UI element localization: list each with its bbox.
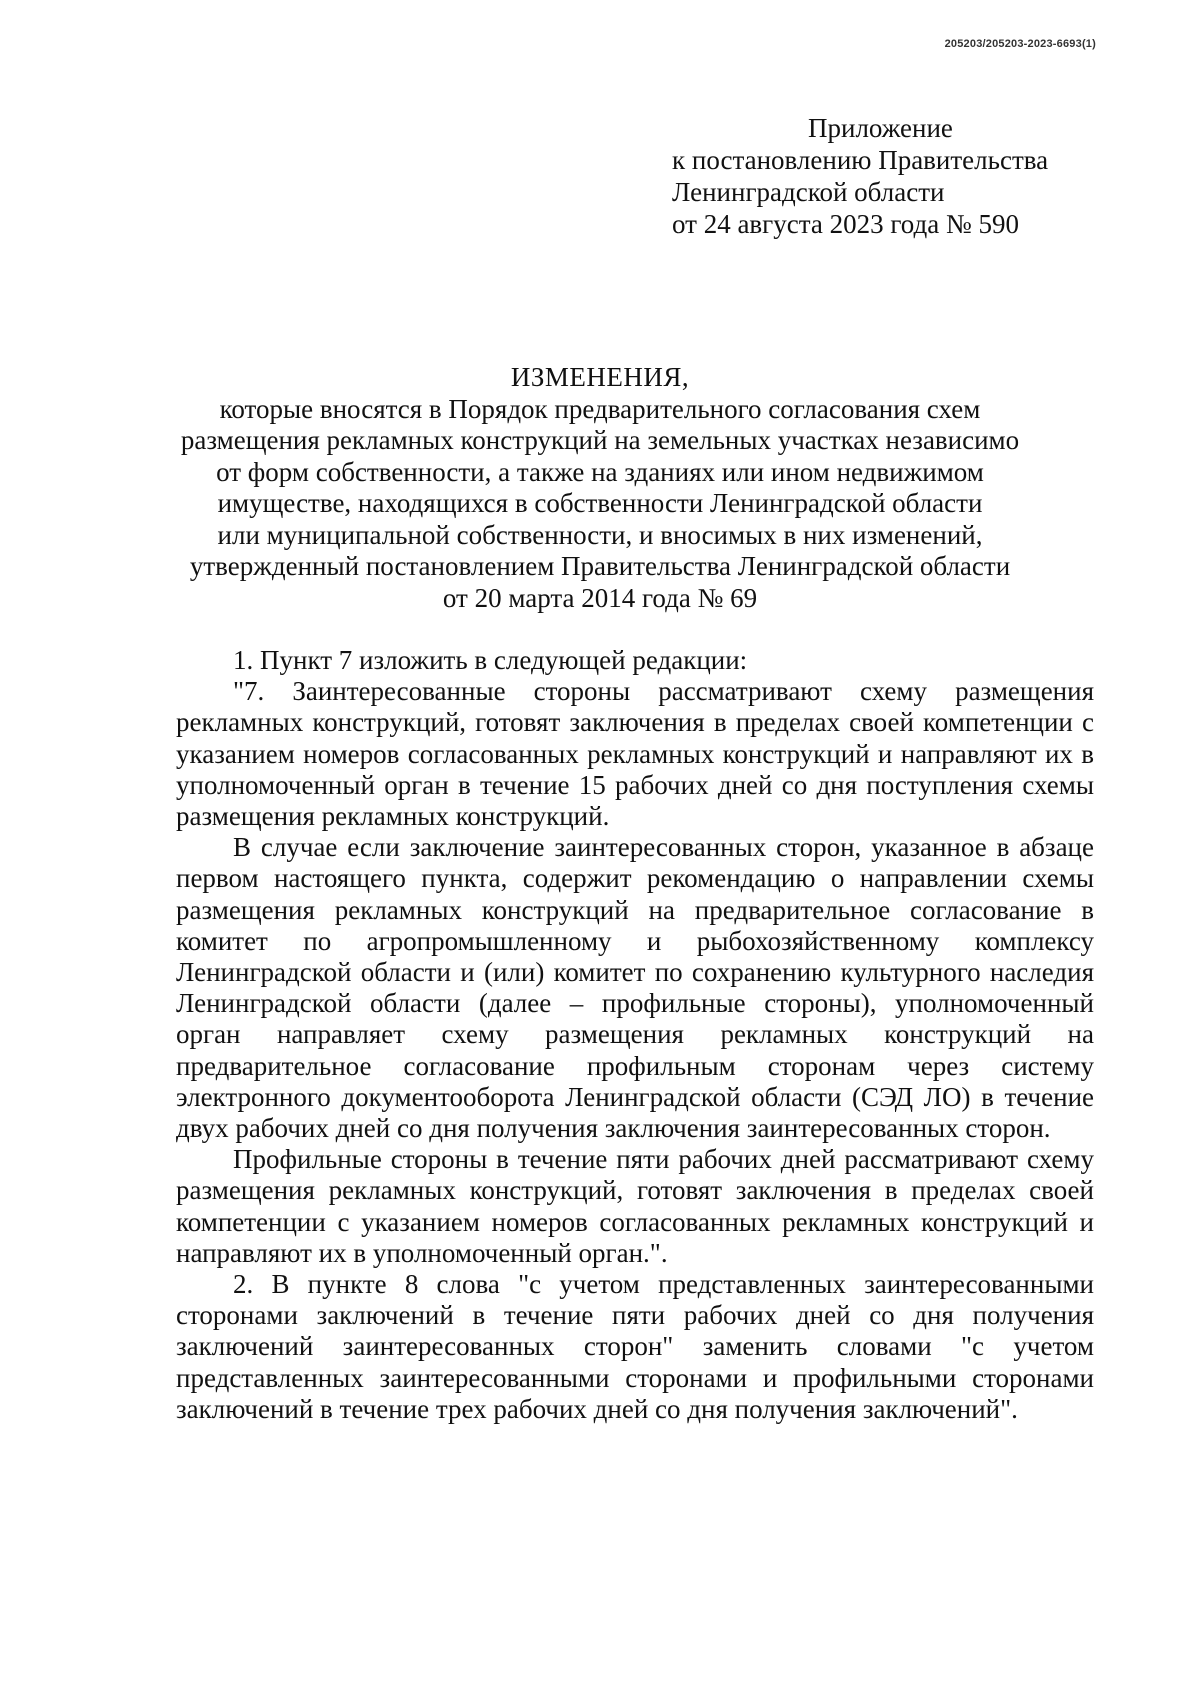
appendix-title: Приложение bbox=[808, 113, 953, 143]
title-heading: ИЗМЕНЕНИЯ, bbox=[510, 362, 690, 392]
title-line: которые вносятся в Порядок предварительного согласования схем bbox=[219, 393, 981, 424]
document-title bbox=[160, 362, 1040, 614]
title-line: размещения рекламных конструкций на земельных участках независимо bbox=[180, 425, 1020, 455]
paragraph-point-2: 2. В пункте 8 слова "с учетом представленных заинтересованными сторонами заключений в течение пяти рабочих дней со дня получения заключений заинтересованных сторон" заменить словами "с учетом представленных заинтересованными сторонами и профильными сторонами заключений в течение трех рабочих дней со дня получения заключений". bbox=[176, 1269, 1094, 1424]
title-line: от форм собственности, а также на зданиях или ином недвижимом bbox=[216, 456, 984, 487]
paragraph-point-7: "7. Заинтересованные стороны рассматривают схему размещения рекламных конструкций, готовят заключения в пределах своей компетенции с указанием номеров согласованных рекламных конструкций и направляют их в уполномоченный орган в течение 15 рабочих дней со дня поступления схемы размещения рекламных конструкций. bbox=[176, 676, 1094, 832]
title-line: утвержденный постановлением Правительства Ленинградской области bbox=[189, 551, 1011, 581]
title-line: от 20 марта 2014 года № 69 bbox=[442, 582, 758, 613]
appendix-block bbox=[672, 112, 1048, 240]
paragraph-profile-parties: Профильные стороны в течение пяти рабочих дней рассматривают схему размещения рекламных конструкций, готовят заключения в пределах своей компетенции с указанием номеров согласованных рекламных конструкций и направляют их в уполномоченный орган.". bbox=[176, 1144, 1094, 1268]
title-line: имуществе, находящихся в собственности Ленинградской области bbox=[217, 488, 983, 518]
paragraph-point-1: 1. Пункт 7 изложить в следующей редакции: bbox=[233, 645, 748, 675]
paragraph-case: В случае если заключение заинтересованных сторон, указанное в абзаце первом настоящего пункта, содержит рекомендацию о направлении схемы размещения рекламных конструкций на предварительное согласование в комитет по агропромышленному и рыбохозяйственному комплексу Ленинградской области и (или) комитет по сохранению культурного наследия Ленинградской области (далее – профильные стороны), уполномоченный орган направляет схему размещения рекламных конструкций на предварительное согласование профильным сторонам через систему электронного документооборота Ленинградской области (СЭД ЛО) в течение двух рабочих дней со дня получения заключения заинтересованных сторон. bbox=[176, 832, 1094, 1144]
appendix-date-number: от 24 августа 2023 года № 590 bbox=[672, 209, 1019, 239]
title-line: или муниципальной собственности, и вносимых в них изменений, bbox=[217, 519, 983, 550]
document-body bbox=[176, 645, 1094, 1425]
document-id: 205203/205203-2023-6693(1) bbox=[944, 38, 1096, 50]
appendix-resolution: к постановлению Правительства bbox=[672, 145, 1049, 175]
appendix-region: Ленинградской области bbox=[672, 177, 945, 207]
